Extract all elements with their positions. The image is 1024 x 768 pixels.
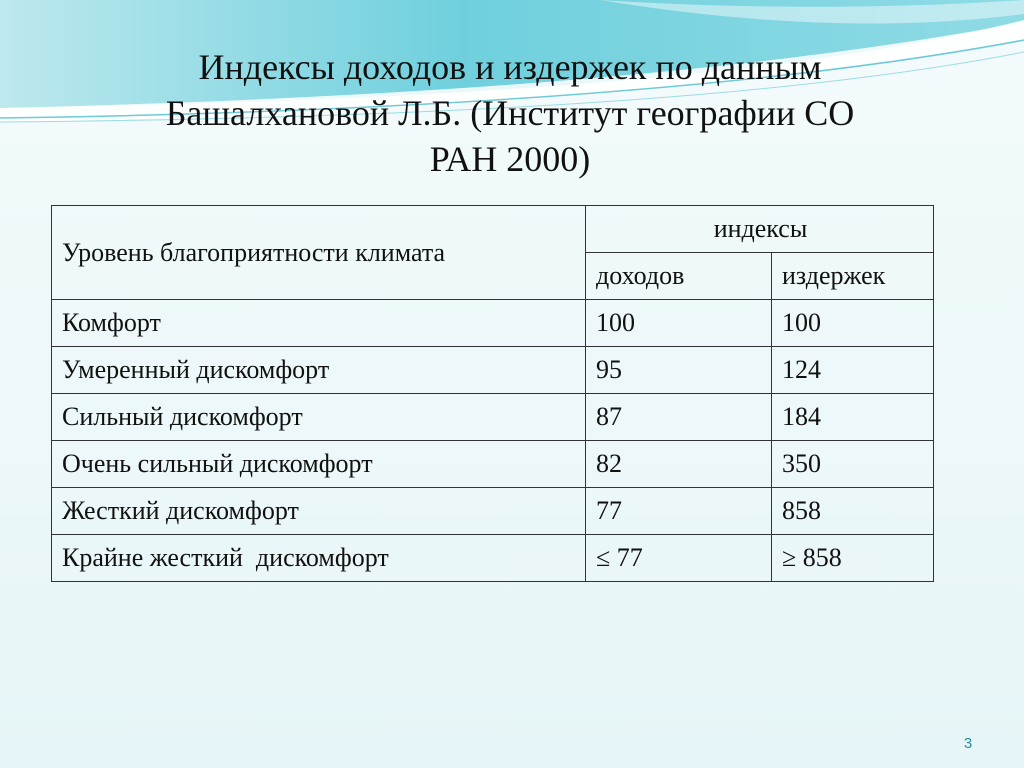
cell-costs: 124 [772,347,934,394]
title-line-3: РАН 2000) [429,139,591,179]
table-row [52,300,934,347]
cell-level: Крайне жесткий дискомфорт [52,535,586,582]
slide-title [100,44,920,182]
table-row [52,347,934,394]
cell-level: Жесткий дискомфорт [52,488,586,535]
table-row [52,441,934,488]
cell-level: Комфорт [52,300,586,347]
title-line-2: Башалхановой Л.Б. (Институт географии СО [165,93,855,133]
cell-costs: 100 [772,300,934,347]
cell-costs: 858 [772,488,934,535]
table-row [52,488,934,535]
cell-income: ≤ 77 [586,535,772,582]
cell-costs: ≥ 858 [772,535,934,582]
page-number: 3 [963,735,973,752]
cell-income: 87 [586,394,772,441]
header-income: доходов [586,253,772,300]
header-costs: издержек [772,253,934,300]
cell-level: Сильный дискомфорт [52,394,586,441]
cell-income: 95 [586,347,772,394]
cell-income: 100 [586,300,772,347]
indices-table [51,205,934,582]
table-row [52,535,934,582]
header-indices: индексы [586,206,934,253]
title-line-1: Индексы доходов и издержек по данным [198,47,822,87]
cell-income: 82 [586,441,772,488]
header-climate-level: Уровень благоприятности климата [52,206,586,300]
cell-costs: 184 [772,394,934,441]
table-header-row [52,206,934,253]
cell-level: Очень сильный дискомфорт [52,441,586,488]
table-row [52,394,934,441]
cell-income: 77 [586,488,772,535]
cell-level: Умеренный дискомфорт [52,347,586,394]
cell-costs: 350 [772,441,934,488]
